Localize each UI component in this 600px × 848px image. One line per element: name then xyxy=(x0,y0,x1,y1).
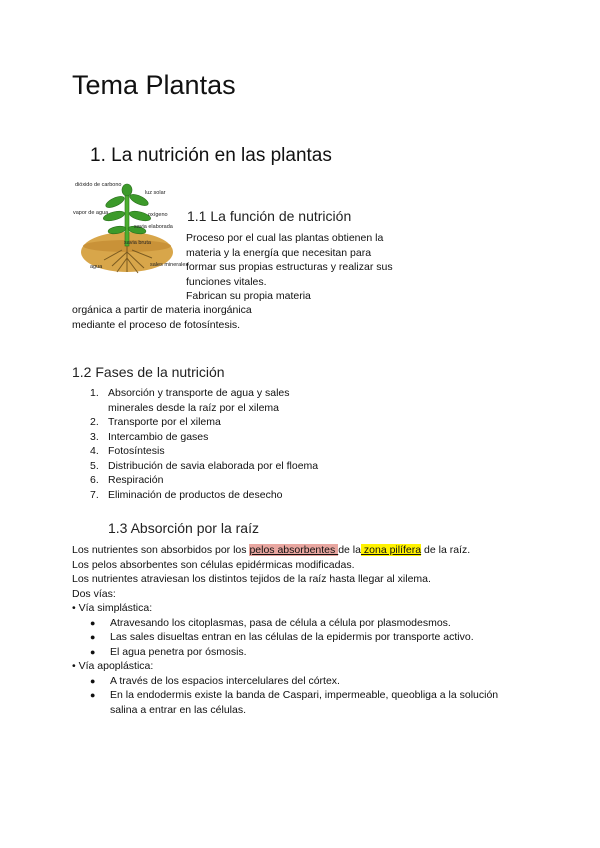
label-vapor: vapor de agua xyxy=(73,210,109,216)
list-item: ● Las sales disueltas entran en las células de la epidermis por transporte activo. xyxy=(90,630,542,645)
subsection-heading-absorcion: 1.3 Absorción por la raíz xyxy=(108,520,259,536)
fases-list xyxy=(90,386,390,502)
funcion-paragraph xyxy=(186,231,393,304)
document-title: Tema Plantas xyxy=(72,70,236,100)
label-co2: dióxido de carbono xyxy=(75,182,122,188)
funcion-paragraph-cont xyxy=(72,303,252,332)
list-item: ● El agua penetra por ósmosis. xyxy=(90,645,542,660)
list-item: 4. Fotosíntesis xyxy=(90,445,165,457)
list-item: 7. Eliminación de productos de desecho xyxy=(90,488,283,501)
text-line: formar sus propias estructuras y realizar sus xyxy=(186,261,393,273)
list-item: 6. Respiración xyxy=(90,474,164,486)
absorcion-body xyxy=(72,543,542,717)
via-simplastica-list xyxy=(90,616,542,660)
paragraph-2: Los pelos absorbentes son células epidérmicas modificadas. xyxy=(72,558,355,571)
list-item: ● Atravesando los citoplasmas, pasa de célula a célula por plasmodesmos. xyxy=(90,616,542,631)
paragraph-3: Los nutrientes atraviesan los distintos tejidos de la raíz hasta llegar al xilema. xyxy=(72,573,431,585)
label-oxigeno: oxígeno xyxy=(148,212,168,218)
label-sales: sales minerales xyxy=(150,262,189,268)
highlight-zona-pilifera: zona pilífera xyxy=(360,544,422,556)
text-line: materia y la energía que necesitan para xyxy=(186,246,372,259)
label-agua: agua xyxy=(90,264,103,270)
label-luz: luz solar xyxy=(145,190,166,196)
text-line: Fabrican su propia materia xyxy=(186,290,311,302)
list-item: ● A través de los espacios intercelulares del córtex. xyxy=(90,674,542,689)
plant-nutrition-diagram xyxy=(72,180,189,280)
via-apoplastica-heading: • Vía apoplástica: xyxy=(72,660,154,672)
list-item: 5. Distribución de savia elaborada por el floema xyxy=(90,459,319,472)
paragraph-1: Los nutrientes son absorbidos por los pelos absorbentes de la zona pilífera de la raíz. xyxy=(72,544,471,556)
label-savia-bruta: savia bruta xyxy=(124,240,151,246)
list-item: ● En la endodermis existe la banda de Caspari, impermeable, queobliga a la solución xyxy=(90,688,542,703)
text-line-continued: salina a entrar en las células. xyxy=(110,703,246,716)
text-line: Proceso por el cual las plantas obtienen la xyxy=(186,232,384,244)
list-item: 3. Intercambio de gases xyxy=(90,430,209,443)
label-savia-elaborada: savia elaborada xyxy=(134,224,173,230)
text-line: funciones vitales. xyxy=(186,275,267,288)
list-item: 1. Absorción y transporte de agua y sales minerales desde la raíz por el xilema xyxy=(90,387,290,414)
highlight-pelos-absorbentes: pelos absorbentes xyxy=(249,544,339,556)
subsection-heading-fases: 1.2 Fases de la nutrición xyxy=(72,364,225,380)
section-heading-nutricion: 1. La nutrición en las plantas xyxy=(90,145,332,166)
via-simplastica-heading: • Vía simplástica: xyxy=(72,602,153,614)
via-apoplastica-list xyxy=(90,674,542,703)
text-line: mediante el proceso de fotosíntesis. xyxy=(72,318,241,331)
subsection-heading-funcion: 1.1 La función de nutrición xyxy=(187,208,352,224)
list-item: 2. Transporte por el xilema xyxy=(90,416,221,428)
paragraph-4: Dos vías: xyxy=(72,587,116,600)
text-line: orgánica a partir de materia inorgánica xyxy=(72,304,252,316)
